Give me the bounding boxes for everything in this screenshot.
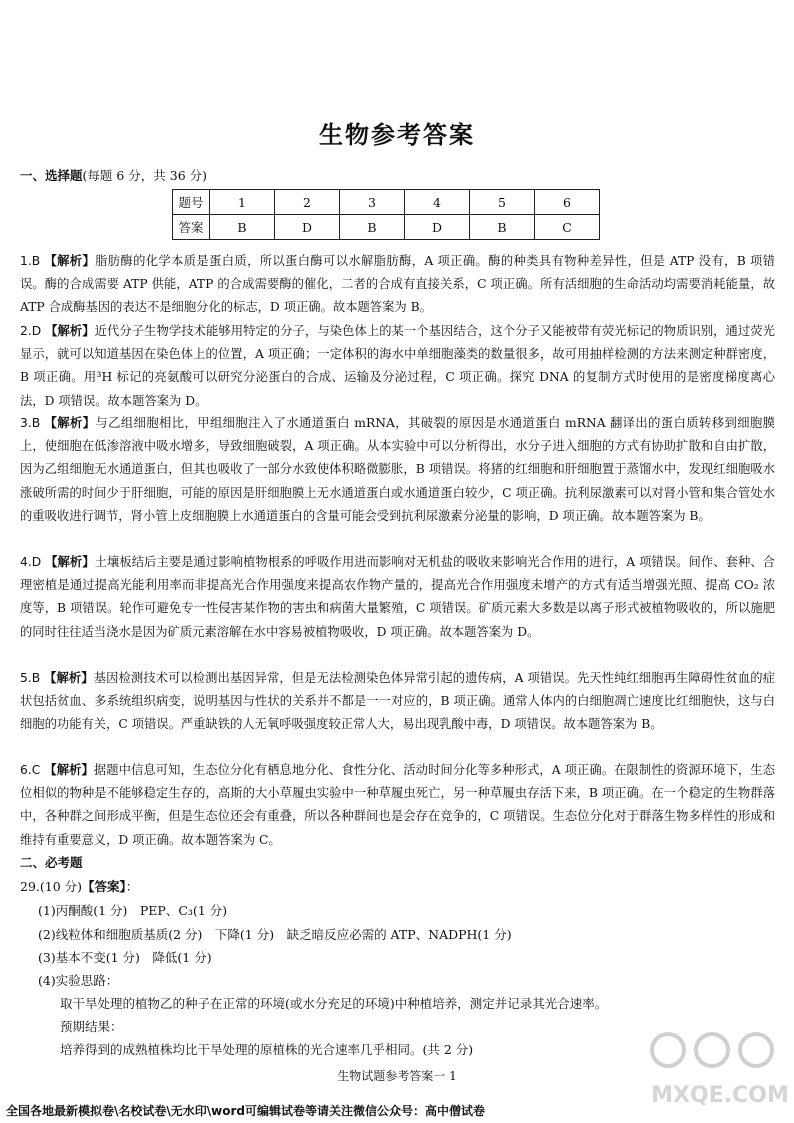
answer-table-number-row <box>173 190 600 215</box>
page-footer: 生物试题参考答案一 1 <box>337 1069 457 1083</box>
analysis-tag: 【解析】 <box>44 671 94 685</box>
answer-table-answer: C <box>535 215 600 240</box>
watermark-text: MXQE.COM <box>651 1083 789 1108</box>
q29-line: 取干旱处理的植物乙的种子在正常的环境(或水分充足的环境)中种植培养，测定并记录其光合速率。 <box>60 996 608 1011</box>
q29-line: (3)基本不变(1 分) 降低(1 分) <box>38 950 212 965</box>
explanation-item <box>20 412 775 528</box>
explanation-item <box>20 759 775 852</box>
item-text: 基因检测技术可以检测出基因异常，但是无法检测染色体异常引起的遗传病，A 项错误。先天性纯红细胞再生障碍性贫血的症状包括贫血、多系统组织病变，说明基因与性状的关系并不都是一一对应的，B 项正确。通常人体内的白细胞凋亡速度比红细胞快，这与白细胞的功能有关，C 项错误。严重缺铁的人无氧呼吸强度较正常人大，易出现乳酸中毒，D 项错误。故本题答案为 B。 <box>20 671 775 732</box>
answer-tag: 【答案】 <box>82 879 126 894</box>
explanation-item <box>20 551 775 644</box>
answer-table-number: 6 <box>535 190 600 215</box>
answer-table <box>172 189 600 240</box>
q29-colon: ： <box>125 879 139 894</box>
analysis-tag: 【解析】 <box>45 555 95 569</box>
explanation-item <box>20 250 775 320</box>
answer-table-number: 4 <box>405 190 470 215</box>
answer-table-answer: B <box>470 215 535 240</box>
item-number: 1.B <box>20 254 41 268</box>
item-text: 据题中信息可知，生态位分化有栖息地分化、食性分化、活动时间分化等多种形式，A 项正确。在限制性的资源环境下，生态位相似的物种是不能够稳定生存的，高斯的大小草履虫实验中一种草履虫死亡，另一种草履虫存活下来，B 项正确。在一个稳定的生物群落中，各种群之间形成平衡，但是生态位还会有重叠，所以各种群间也是会存在竞争的，C 项错误。生态位分化对于群落生物多样性的形成和维持有重要意义，D 项正确。故本题答案为 C。 <box>20 763 775 847</box>
answer-table-row-header: 题号 <box>173 190 210 215</box>
answer-table-answer: D <box>405 215 470 240</box>
q29-line: (1)丙酮酸(1 分) PEP、C₃(1 分) <box>38 903 228 918</box>
q29-line: 预期结果： <box>60 1019 123 1034</box>
item-text: 脂肪酶的化学本质是蛋白质，所以蛋白酶可以水解脂肪酶，A 项正确。酶的种类具有物种差异性，但是 ATP 没有，B 项错误。酶的合成需要 ATP 供能，ATP 的合成需要酶的催化，二者的合成有直接关系，C 项正确。所有活细胞的生命活动均需要消耗能量，故 ATP 合成酶基因的表达不是细胞分化的标志，D 项正确。故本题答案为 B。 <box>20 254 775 315</box>
answer-table-number: 2 <box>275 190 340 215</box>
answer-table-row-header: 答案 <box>173 215 210 240</box>
item-number: 2.D <box>20 324 42 338</box>
answer-table-number: 1 <box>210 190 275 215</box>
section2-heading-row <box>20 853 83 871</box>
explanation-item <box>20 667 775 737</box>
analysis-tag: 【解析】 <box>44 254 96 268</box>
page-title: 生物参考答案 <box>319 121 475 149</box>
item-text: 近代分子生物学技术能够用特定的分子，与染色体上的某一个基因结合，这个分子又能被带有荧光标记的物质识别，通过荧光显示，就可以知道基因在染色体上的位置，A 项正确；一定体积的海水中单细胞藻类的数量很多，故可用抽样检测的方法来测定种群密度，B 项正确。用³H 标记的亮氨酸可以研究分泌蛋白的合成、运输及分泌过程，C 项正确。探究 DNA 的复制方式时使用的是密度梯度离心法，D 项错误。故本题答案为 D。 <box>20 324 775 408</box>
answer-table-answer-row <box>173 215 600 240</box>
item-number: 5.B <box>20 671 41 685</box>
answer-table-number: 3 <box>340 190 405 215</box>
item-text: 土壤板结后主要是通过影响植物根系的呼吸作用进而影响对无机盐的吸收来影响光合作用的进行，A 项错误。间作、套种、合理密植是通过提高光能利用率而非提高光合作用强度来提高农作物产量的，提高光合作用强度未增产的方式有适当增强光照、提高 CO₂ 浓度等，B 项错误。轮作可避免专一性侵害某作物的害虫和病菌大量繁殖，C 项错误。矿质元素大多数是以离子形式被植物吸收的，所以施肥的同时往往适当浇水是因为矿质元素溶解在水中容易被植物吸收，D 项正确。故本题答案为 D。 <box>20 555 775 639</box>
section1-heading: 一、选择题 <box>20 168 83 183</box>
item-number: 3.B <box>20 416 41 430</box>
q29-line: (4)实验思路： <box>38 973 119 988</box>
answer-table-number: 5 <box>470 190 535 215</box>
answer-table-answer: B <box>210 215 275 240</box>
item-number: 6.C <box>20 763 41 777</box>
section1-note: (每题 6 分，共 36 分) <box>82 168 208 183</box>
section2-heading: 二、必考题 <box>20 855 83 870</box>
item-number: 4.D <box>20 555 42 569</box>
answer-table-answer: B <box>340 215 405 240</box>
q29-line: (2)线粒体和细胞质基质(2 分) 下降(1 分) 缺乏暗反应必需的 ATP、NADPH(1 分) <box>38 927 512 942</box>
section1-heading-row <box>20 166 207 184</box>
answer-table-answer: D <box>275 215 340 240</box>
q29-number: 29.(10 分) <box>20 879 83 894</box>
bottom-note: 全国各地最新模拟卷\名校试卷\无水印\word可编辑试卷等请关注微信公众号：高中僧试卷 <box>6 1104 485 1118</box>
explanation-item <box>20 320 775 413</box>
item-text: 与乙组细胞相比，甲组细胞注入了水通道蛋白 mRNA，其破裂的原因是水通道蛋白 mRNA 翻译出的蛋白质转移到细胞膜上，使细胞在低渗溶液中吸水增多，导致细胞破裂，A 项正确。从本实验中可以分析得出，水分子进入细胞的方式有协助扩散和自由扩散，因为乙组细胞无水通道蛋白，但其也吸收了一部分水致使体积略微膨胀，B 项错误。将猪的红细胞和肝细胞置于蒸馏水中，发现红细胞吸水涨破所需的时间少于肝细胞，可能的原因是肝细胞膜上无水通道蛋白或水通道蛋白较少，C 项正确。抗利尿激素可以对肾小管和集合管处水的重吸收进行调节，肾小管上皮细胞膜上水通道蛋白的含量可能会受到抗利尿激素分泌量的影响，D 项正确。故本题答案为 B。 <box>20 416 775 523</box>
watermark-logo <box>650 1010 790 1115</box>
analysis-tag: 【解析】 <box>44 416 96 430</box>
analysis-tag: 【解析】 <box>45 324 95 338</box>
analysis-tag: 【解析】 <box>44 763 94 777</box>
q29-line: 培养得到的成熟植株均比干旱处理的原植株的光合速率几乎相同。(共 2 分) <box>60 1042 474 1057</box>
q29-header <box>20 877 138 895</box>
